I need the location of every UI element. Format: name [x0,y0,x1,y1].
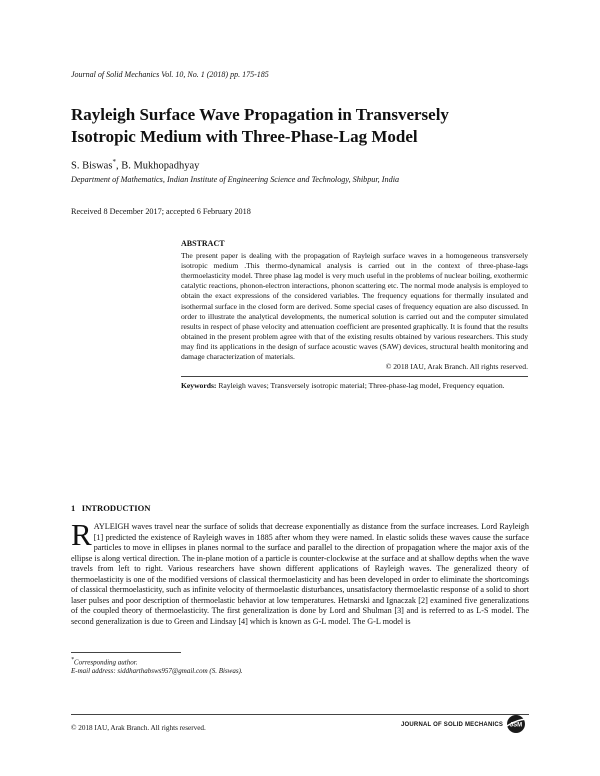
jsm-logo-icon [503,714,527,734]
footnote-corresponding-text: Corresponding author. [73,658,138,667]
abstract-divider [181,376,528,377]
footer-divider [71,714,529,715]
footer-journal-name: JOURNAL OF SOLID MECHANICS [401,722,504,728]
footnote-email: E-mail address: siddharthabsws957@gmail.com (S. Biswas). [71,667,243,675]
footnote-corresponding [71,657,137,666]
first-word-rest: AYLEIGH [93,522,130,531]
logo-text: JSM [509,722,523,729]
section-title: INTRODUCTION [81,503,151,513]
section-number: 1 [71,503,76,513]
received-dates: Received 8 December 2017; accepted 6 February 2018 [71,207,251,216]
section-heading [71,503,151,513]
abstract-heading: ABSTRACT [181,239,225,248]
footer-copyright: © 2018 IAU, Arak Branch. All rights reserved. [71,724,206,732]
abstract-copyright: © 2018 IAU, Arak Branch. All rights reserved. [385,362,528,372]
abstract-block [181,239,528,391]
corresponding-mark: * [112,158,116,166]
paper-title: Rayleigh Surface Wave Propagation in Transversely Isotropic Medium with Three-Phase-Lag Model [71,105,449,146]
affiliation: Department of Mathematics, Indian Institute of Engineering Science and Technology, Shibpur, India [71,175,400,184]
drop-cap: R [71,517,92,552]
footnote-divider [71,652,181,653]
author-1: S. Biswas [71,160,113,172]
keywords [181,381,528,391]
footnote-mark: * [71,657,74,663]
intro-text: waves travel near the surface of solids that decrease exponentially as distance from the surface increases. Lord Rayleigh [1] predicted the existence of Rayleigh waves in 1885 after whom they were named. In elastic solids these waves cause the surface particles to move in ellipses in planes normal to the surface and parallel to the direction of propagation where the major axis of the ellipse is along vertical direction. The in-plane motion of a particle is counter-clockwise at the surface and at shallow depths when the wave travels from left to right. Various researchers have shown different applications of Rayleigh waves. The generalized theory of thermoelasticity is one of the modified versions of classical thermoelasticity and has been developed in order to eliminate the shortcomings of classical thermoelasticity, such as infinite velocity of thermoelastic disturbances, unsatisfactory thermoelastic response of a solid to short laser pulses and poor description of thermoelastic behavior at low temperatures. Hetnarski and Ignaczak [2] examined five generalizations of the coupled theory of thermoelasticity. The first generalization is done by Lord and Shulman [3] and is referred to as L-S model. The second generalization is due to Green and Lindsay [4] which is known as G-L model. The G-L model is [71,522,529,626]
author-2: B. Mukhopadhyay [121,160,200,172]
keywords-text: Rayleigh waves; Transversely isotropic material; Three-phase-lag model, Frequency equation. [216,381,505,391]
intro-paragraph [71,517,529,627]
journal-citation: Journal of Solid Mechanics Vol. 10, No. 1 (2018) pp. 175-185 [71,70,269,79]
author-separator: , [115,160,122,172]
author-list [71,158,199,172]
abstract-text: The present paper is dealing with the propagation of Rayleigh surface waves in a homogeneous transversely isotropic medium .This thermo-dynamical analysis is carried out in the context of three-phase-lags thermoelasticity model. Three phase lag model is very much useful in the problems of nuclear boiling, exothermic catalytic reactions, phonon-electron interactions, phonon scattering etc. The normal mode analysis is employed to obtain the exact expressions of the considered variables. The frequency equations for thermally insulated and isothermal surface in the closed form are derived. Some special cases of frequency equation are also discussed. In order to illustrate the analytical developments, the numerical solution is carried out and the computer simulated results in respect of phase velocity and attenuation coefficient are presented graphically. It is found that the results obtained in the present problem agree with that of the existing results obtained by various researchers. This study may find its applications in the design of surface acoustic waves (SAW) devices, structural health monitoring and damage characterization of materials. [181,251,528,362]
keywords-label: Keywords: [181,381,217,391]
